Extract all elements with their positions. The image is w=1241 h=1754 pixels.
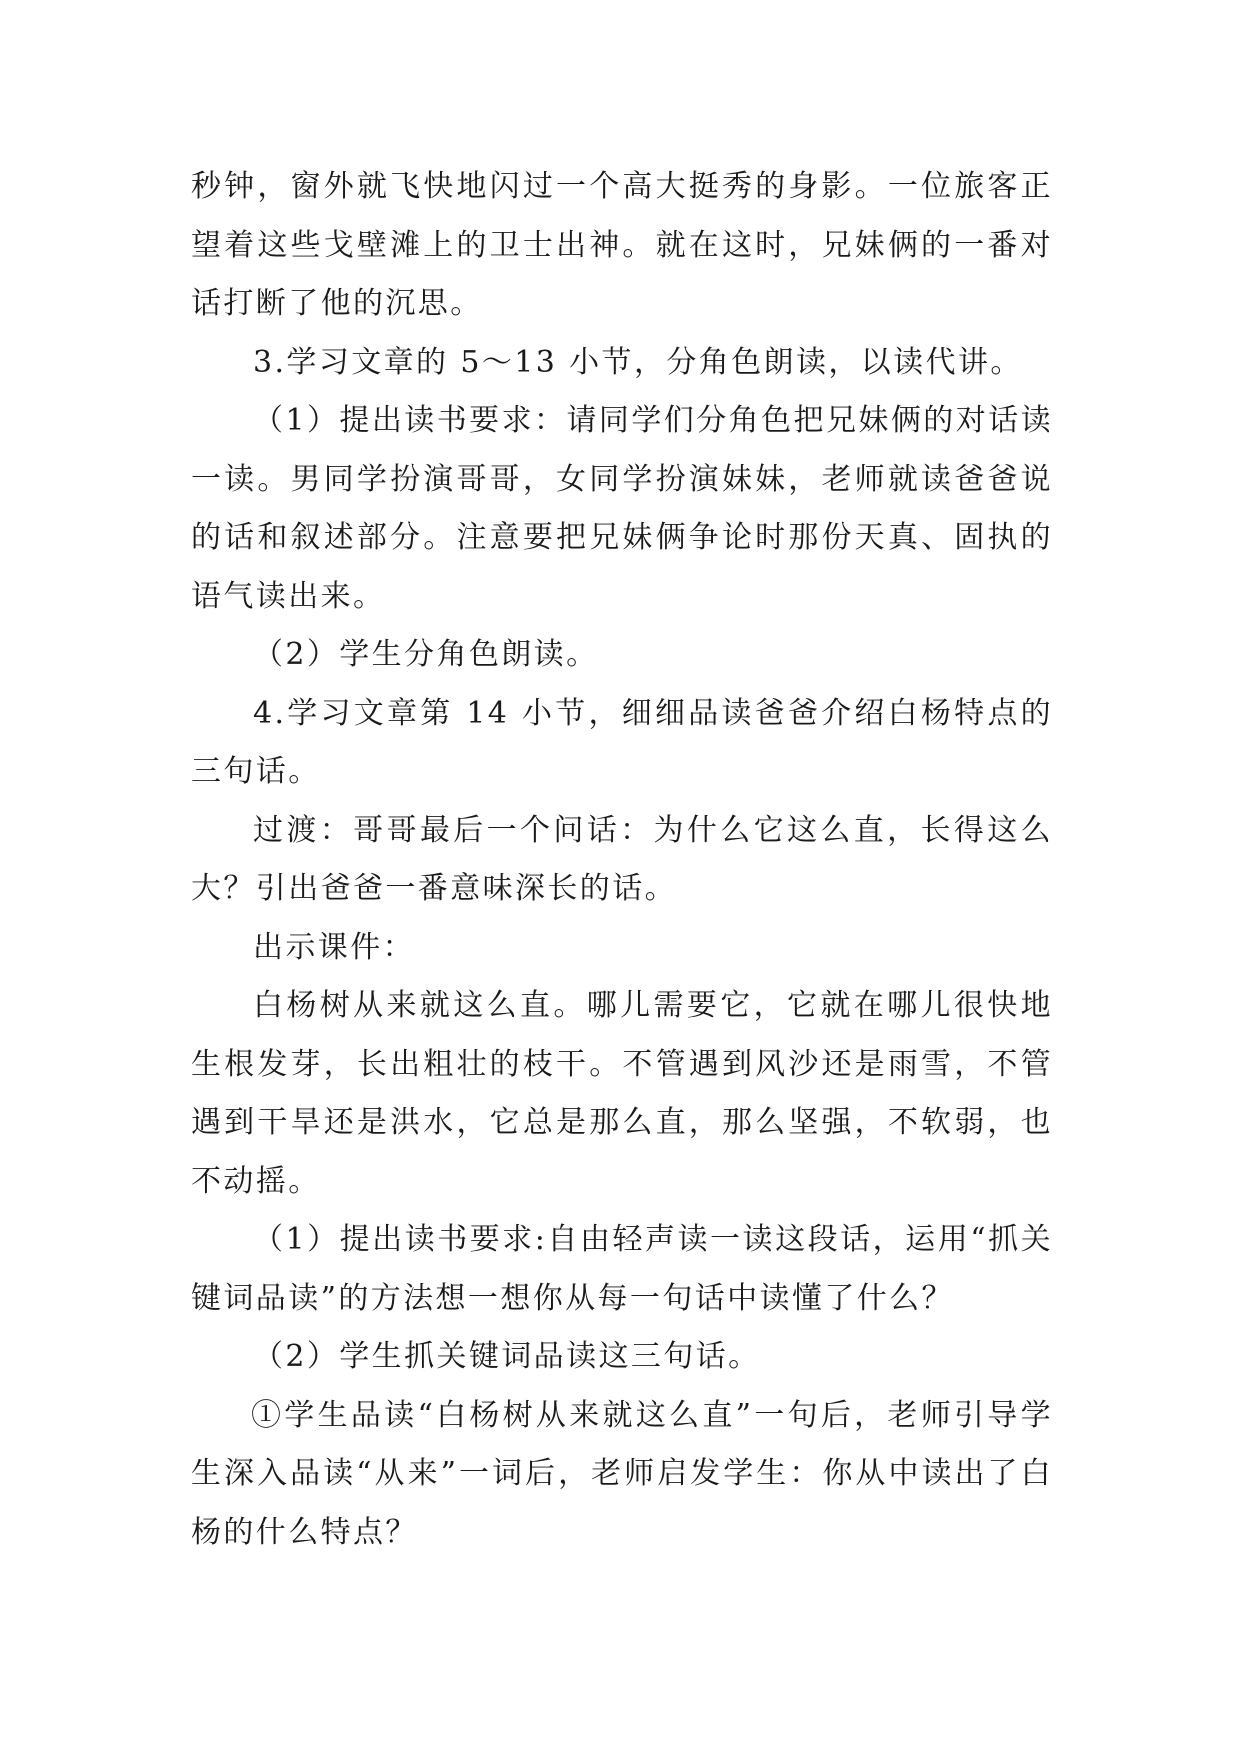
paragraph-courseware-label: 出示课件： — [253, 929, 415, 965]
paragraph-step-3-1: （1）提出读书要求：请同学们分角色把兄妹俩的对话读一读。男同学扮演哥哥，女同学扮演妹妹，老师就读爸爸说的话和叙述部分。注意要把兄妹俩争论时那份天真、固执的语气读出来。 — [191, 403, 1053, 614]
paragraph-step-3: 3.学习文章的 5～13 小节，分角色朗读，以读代讲。 — [253, 344, 1023, 380]
paragraph-step-3-2: （2）学生分角色朗读。 — [253, 637, 599, 672]
paragraph-step-4-1: （1）提出读书要求:自由轻声读一读这段话，运用“抓关键词品读”的方法想一想你从每一句话中读懂了什么？ — [191, 1222, 1053, 1316]
paragraph-continuation: 秒钟，窗外就飞快地闪过一个高大挺秀的身影。一位旅客正望着这些戈壁滩上的卫士出神。就在这时，兄妹俩的一番对话打断了他的沉思。 — [191, 169, 1053, 321]
paragraph-courseware-text: 白杨树从来就这么直。哪儿需要它，它就在哪儿很快地生根发芽，长出粗壮的枝干。不管遇到风沙还是雨雪，不管遇到干旱还是洪水，它总是那么直，那么坚强，不软弱，也不动摇。 — [191, 988, 1053, 1199]
paragraph-step-4-2: （2）学生抓关键词品读这三句话。 — [253, 1339, 761, 1374]
document-body — [191, 158, 1053, 1562]
paragraph-step-4: 4.学习文章第 14 小节，细细品读爸爸介绍白杨特点的三句话。 — [191, 695, 1053, 789]
paragraph-transition: 过渡：哥哥最后一个问话：为什么它这么直，长得这么大？引出爸爸一番意味深长的话。 — [191, 812, 1053, 906]
paragraph-step-4-2-a: ①学生品读“白杨树从来就这么直”一句后，老师引导学生深入品读“从来”一词后，老师启发学生：你从中读出了白杨的什么特点？ — [191, 1397, 1053, 1550]
